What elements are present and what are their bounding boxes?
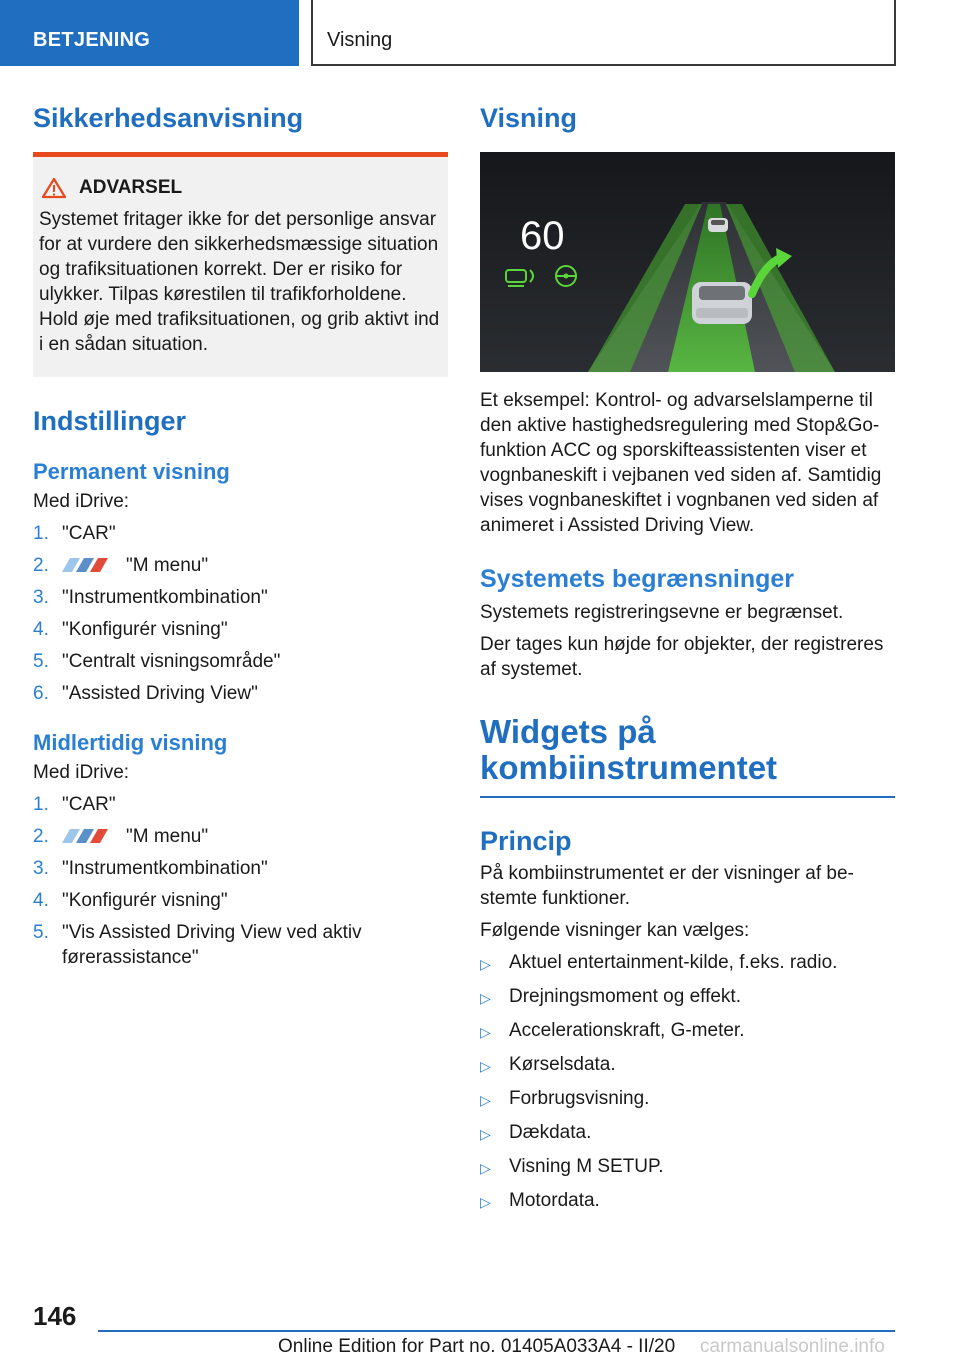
list-item [480, 1120, 895, 1147]
watermark: carmanualsonline.info [700, 1336, 885, 1357]
footer-rule [98, 1330, 895, 1332]
step-number: 1. [33, 523, 49, 544]
list-item [480, 1154, 895, 1181]
list-item [33, 649, 448, 674]
bullet-text: Dækdata. [509, 1122, 592, 1143]
list-item [480, 1086, 895, 1113]
step-text: "Centralt visningsområde" [62, 651, 281, 672]
list-item [33, 856, 448, 881]
triangle-bullet-icon: ▷ [480, 1126, 491, 1142]
step-text-wrap [62, 521, 116, 546]
driving-view-graphic [480, 152, 895, 372]
step-text-wrap [62, 856, 268, 881]
widgets-heading-line-1: Widgets på [480, 713, 656, 750]
step-text-wrap [62, 792, 116, 817]
safety-heading: Sikkerhedsanvisning [33, 103, 304, 133]
step-text: "Assisted Driving View" [62, 683, 258, 704]
bullet-text: Accelerationskraft, G-meter. [509, 1020, 745, 1041]
list-item [33, 681, 448, 706]
list-item [480, 1052, 895, 1079]
triangle-bullet-icon: ▷ [480, 1092, 491, 1108]
step-text-wrap [62, 920, 448, 970]
step-text: "M menu" [126, 826, 209, 847]
step-text-wrap [62, 649, 280, 674]
step-number: 5. [33, 651, 49, 672]
step-text-wrap [62, 617, 228, 642]
warning-box [33, 152, 448, 377]
list-item [480, 984, 895, 1011]
limits-paragraph-1: Systemets registreringsevne er begrænset. [480, 602, 844, 623]
bullet-text: Visning M SETUP. [509, 1156, 664, 1177]
section-tab: BETJENING [0, 0, 299, 66]
warning-text: Systemet fritager ikke for det personlige ansvar for at vurdere den sikkerhedsmæssige situation og trafiksituationen korrekt. Der er risiko for ulykker. Tilpas kørestilen til trafikforholdene. Hold øje med trafiksituationen, og grib aktivt ind i en sådan situation. [39, 209, 440, 355]
m-logo-icon [62, 558, 118, 572]
limits-heading: Systemets begrænsninger [480, 565, 794, 593]
step-text: "Vis Assisted Driving View ved aktiv førerassistance" [62, 922, 362, 968]
display-heading: Visning [480, 103, 578, 133]
limits-paragraph-2: Der tages kun højde for objekter, der registreres af systemet. [480, 634, 884, 680]
right-column [480, 100, 895, 1215]
step-text: "Instrumentkombination" [62, 858, 268, 879]
principle-paragraph-2: Følgende visninger kan vælges: [480, 920, 750, 941]
edition-text: Online Edition for Part no. 01405A033A4 - II/20 [278, 1336, 676, 1357]
settings-heading: Indstillinger [33, 406, 187, 436]
list-item [33, 824, 448, 849]
principle-heading: Princip [480, 826, 572, 856]
figure-caption: Et eksempel: Kontrol- og advarselslamperne til den aktive hastighedsregulering med Stop&Go-funktion ACC og sporskifteassistenten viser et vognbaneskift i vejbanen ved siden af. Samtidig vises vognbaneskiftet i vognbanen ved siden af animeret i Assisted Driving View. [480, 390, 882, 536]
step-text-wrap [62, 888, 228, 913]
step-number: 1. [33, 794, 49, 815]
list-item [480, 1188, 895, 1215]
page-header [0, 0, 960, 66]
speed-readout: 60 [520, 214, 565, 258]
page-number: 146 [33, 1301, 77, 1331]
step-text: "CAR" [62, 794, 116, 815]
step-number: 3. [33, 858, 49, 879]
step-text-wrap [62, 824, 208, 849]
step-text-wrap [62, 681, 258, 706]
triangle-bullet-icon: ▷ [480, 1024, 491, 1040]
list-item [33, 585, 448, 610]
widgets-heading [480, 714, 895, 786]
step-number: 2. [33, 555, 49, 576]
bullet-text: Drejningsmoment og effekt. [509, 986, 741, 1007]
step-text: "Instrumentkombination" [62, 587, 268, 608]
list-item [33, 553, 448, 578]
chapter-tab: Visning [311, 0, 896, 66]
bullet-text: Motordata. [509, 1190, 600, 1211]
temporary-heading: Midlertidig visning [33, 730, 228, 755]
bullet-text: Kørselsdata. [509, 1054, 616, 1075]
list-item [33, 888, 448, 913]
step-number: 2. [33, 826, 49, 847]
step-text: "CAR" [62, 523, 116, 544]
warning-header [39, 177, 440, 199]
list-item [33, 617, 448, 642]
step-number: 6. [33, 683, 49, 704]
temporary-intro: Med iDrive: [33, 762, 130, 783]
step-number: 4. [33, 890, 49, 911]
permanent-heading: Permanent visning [33, 459, 230, 484]
widgets-heading-line-2: kombiinstrumentet [480, 749, 778, 786]
step-number: 5. [33, 922, 49, 943]
step-text-wrap [62, 585, 268, 610]
warning-triangle-icon [41, 177, 67, 199]
permanent-intro: Med iDrive: [33, 491, 130, 512]
list-item [33, 920, 448, 970]
triangle-bullet-icon: ▷ [480, 990, 491, 1006]
widget-options-list [480, 950, 895, 1215]
permanent-steps [33, 521, 448, 706]
step-text: "M menu" [126, 555, 209, 576]
m-logo-icon [62, 829, 118, 843]
left-column [33, 100, 448, 970]
triangle-bullet-icon: ▷ [480, 956, 491, 972]
warning-label: ADVARSEL [79, 177, 183, 198]
list-item [480, 1018, 895, 1045]
step-number: 4. [33, 619, 49, 640]
step-text: "Konfigurér visning" [62, 619, 228, 640]
section-divider [480, 796, 895, 798]
triangle-bullet-icon: ▷ [480, 1194, 491, 1210]
list-item [480, 950, 895, 977]
step-text-wrap [62, 553, 208, 578]
list-item [33, 521, 448, 546]
bullet-text: Forbrugsvisning. [509, 1088, 650, 1109]
triangle-bullet-icon: ▷ [480, 1058, 491, 1074]
temporary-steps [33, 792, 448, 970]
bullet-text: Aktuel entertainment-kilde, f.eks. radio. [509, 952, 838, 973]
list-item [33, 792, 448, 817]
step-number: 3. [33, 587, 49, 608]
principle-paragraph-1: På kombiinstrumentet er der visninger af be-stemte funktioner. [480, 863, 854, 909]
assisted-driving-view-figure [480, 152, 895, 372]
step-text: "Konfigurér visning" [62, 890, 228, 911]
triangle-bullet-icon: ▷ [480, 1160, 491, 1176]
